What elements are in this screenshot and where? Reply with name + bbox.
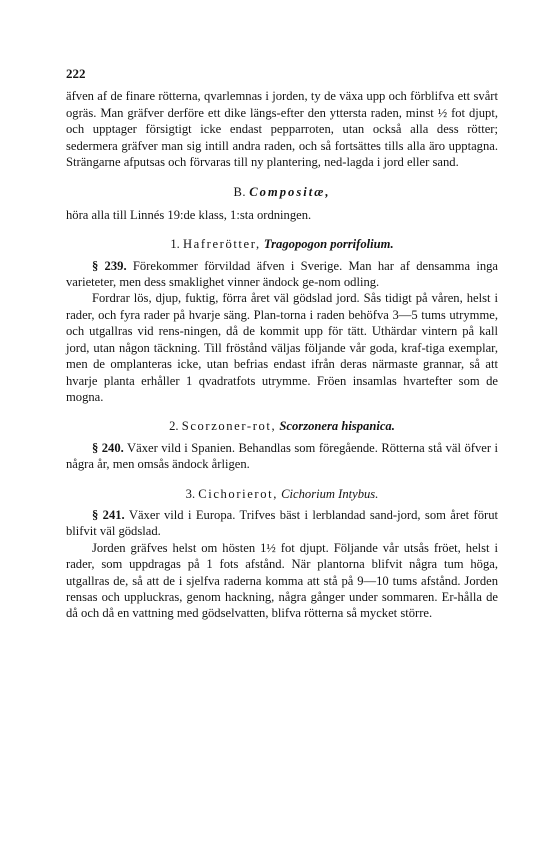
- intro-paragraph: äfven af de finare rötterna, qvarlemnas i jorden, ty de växa upp och förblifva ett svårt ogräs. Man gräfver derföre ett dike längs-efter den yttersta raden, minst ½ fot djupt, och upptager försigtigt icke endast pepparroten, utan också alla dess rötter; sedermera gräfver man sig intill andra raden, och så fortsättes tills alla äro upptagna. Strängarne afputsas och förvaras till ny plantering, ned-lagda i jord eller sand.: [66, 89, 498, 170]
- section-letter: B.: [233, 185, 247, 200]
- section-number: § 239.: [92, 258, 127, 273]
- entry-paragraph: [66, 258, 498, 291]
- paragraph-text: Växer vild i Europa. Trifves bäst i lerblandad sand-jord, som året förut blifvit väl gödslad.: [66, 507, 499, 539]
- section-title: Compositæ,: [249, 185, 331, 200]
- paragraph-text: Växer vild i Spanien. Behandlas som föregående. Rötterna stå väl öfver i några år, men omsås ändock årligen.: [66, 440, 498, 472]
- entry-heading: [66, 236, 498, 252]
- entry-number: 2.: [169, 419, 179, 434]
- book-page: [66, 66, 498, 622]
- entry-name: Cichorierot,: [198, 486, 278, 501]
- entry-number: 1.: [170, 237, 180, 252]
- section-number: § 240.: [92, 440, 124, 455]
- entry-paragraph: [66, 540, 498, 622]
- entry-name: Hafrerötter,: [182, 237, 261, 252]
- entry-latin-name: Scorzonera hispanica.: [279, 419, 395, 434]
- entry-name: Scorzoner-rot,: [181, 419, 277, 434]
- paragraph-text: Förekommer förvildad äfven i Sverige. Man har af densamma inga varieteter, men dess smaklighet vinner ändock ge-nom odling.: [66, 258, 499, 290]
- entry-heading: [66, 486, 498, 502]
- entry-paragraph: [66, 440, 498, 473]
- entry-paragraph: [66, 290, 498, 405]
- paragraph-text: Jorden gräfves helst om hösten 1½ fot djupt. Följande vår utsås fröet, helst i rader, som uppdragas på 1 fots afstånd. När plantorna blifvit några tum höga, utgallras de, så att de i sjelfva raderna komma att stå på 9—10 tums afstånd. Jorden rensas och uppluckras, genom hackning, några gånger under sommaren. Er-hålla de då och då en vattning med gödselvatten, blifva rötterna så mycket större.: [66, 540, 498, 621]
- entry-latin-name: Tragopogon porrifolium.: [263, 237, 394, 252]
- entry-paragraph: [66, 507, 498, 540]
- paragraph-text: Fordrar lös, djup, fuktig, förra året väl gödslad jord. Sås tidigt på våren, helst i rader, och fyra rader på hvarje säng. Plan-torna i raden behöfva 3—5 tums utrymme, och utgallras vid rens-ningen, då de kommit upp för tätt. Uthärdar vintern på kall jord, utan någon täckning. Till fröstånd väljas följande vår goda, kraf-tiga exemplar, men de omplanteras icke, utan befrias endast ifrån deras närmaste grannar, så att hvarje planta erhåller 1 qvadratfots utrymme. Fröen insamlas hvartefter som de mogna.: [66, 291, 498, 404]
- section-number: § 241.: [92, 507, 125, 522]
- section-heading: [66, 184, 498, 200]
- page-number: 222: [66, 66, 86, 81]
- section-subtitle: höra alla till Linnés 19:de klass, 1:sta ordningen.: [66, 207, 312, 222]
- entry-heading: [66, 418, 498, 434]
- entry-number: 3.: [185, 486, 196, 501]
- entry-latin-name: Cichorium Intybus.: [281, 486, 379, 501]
